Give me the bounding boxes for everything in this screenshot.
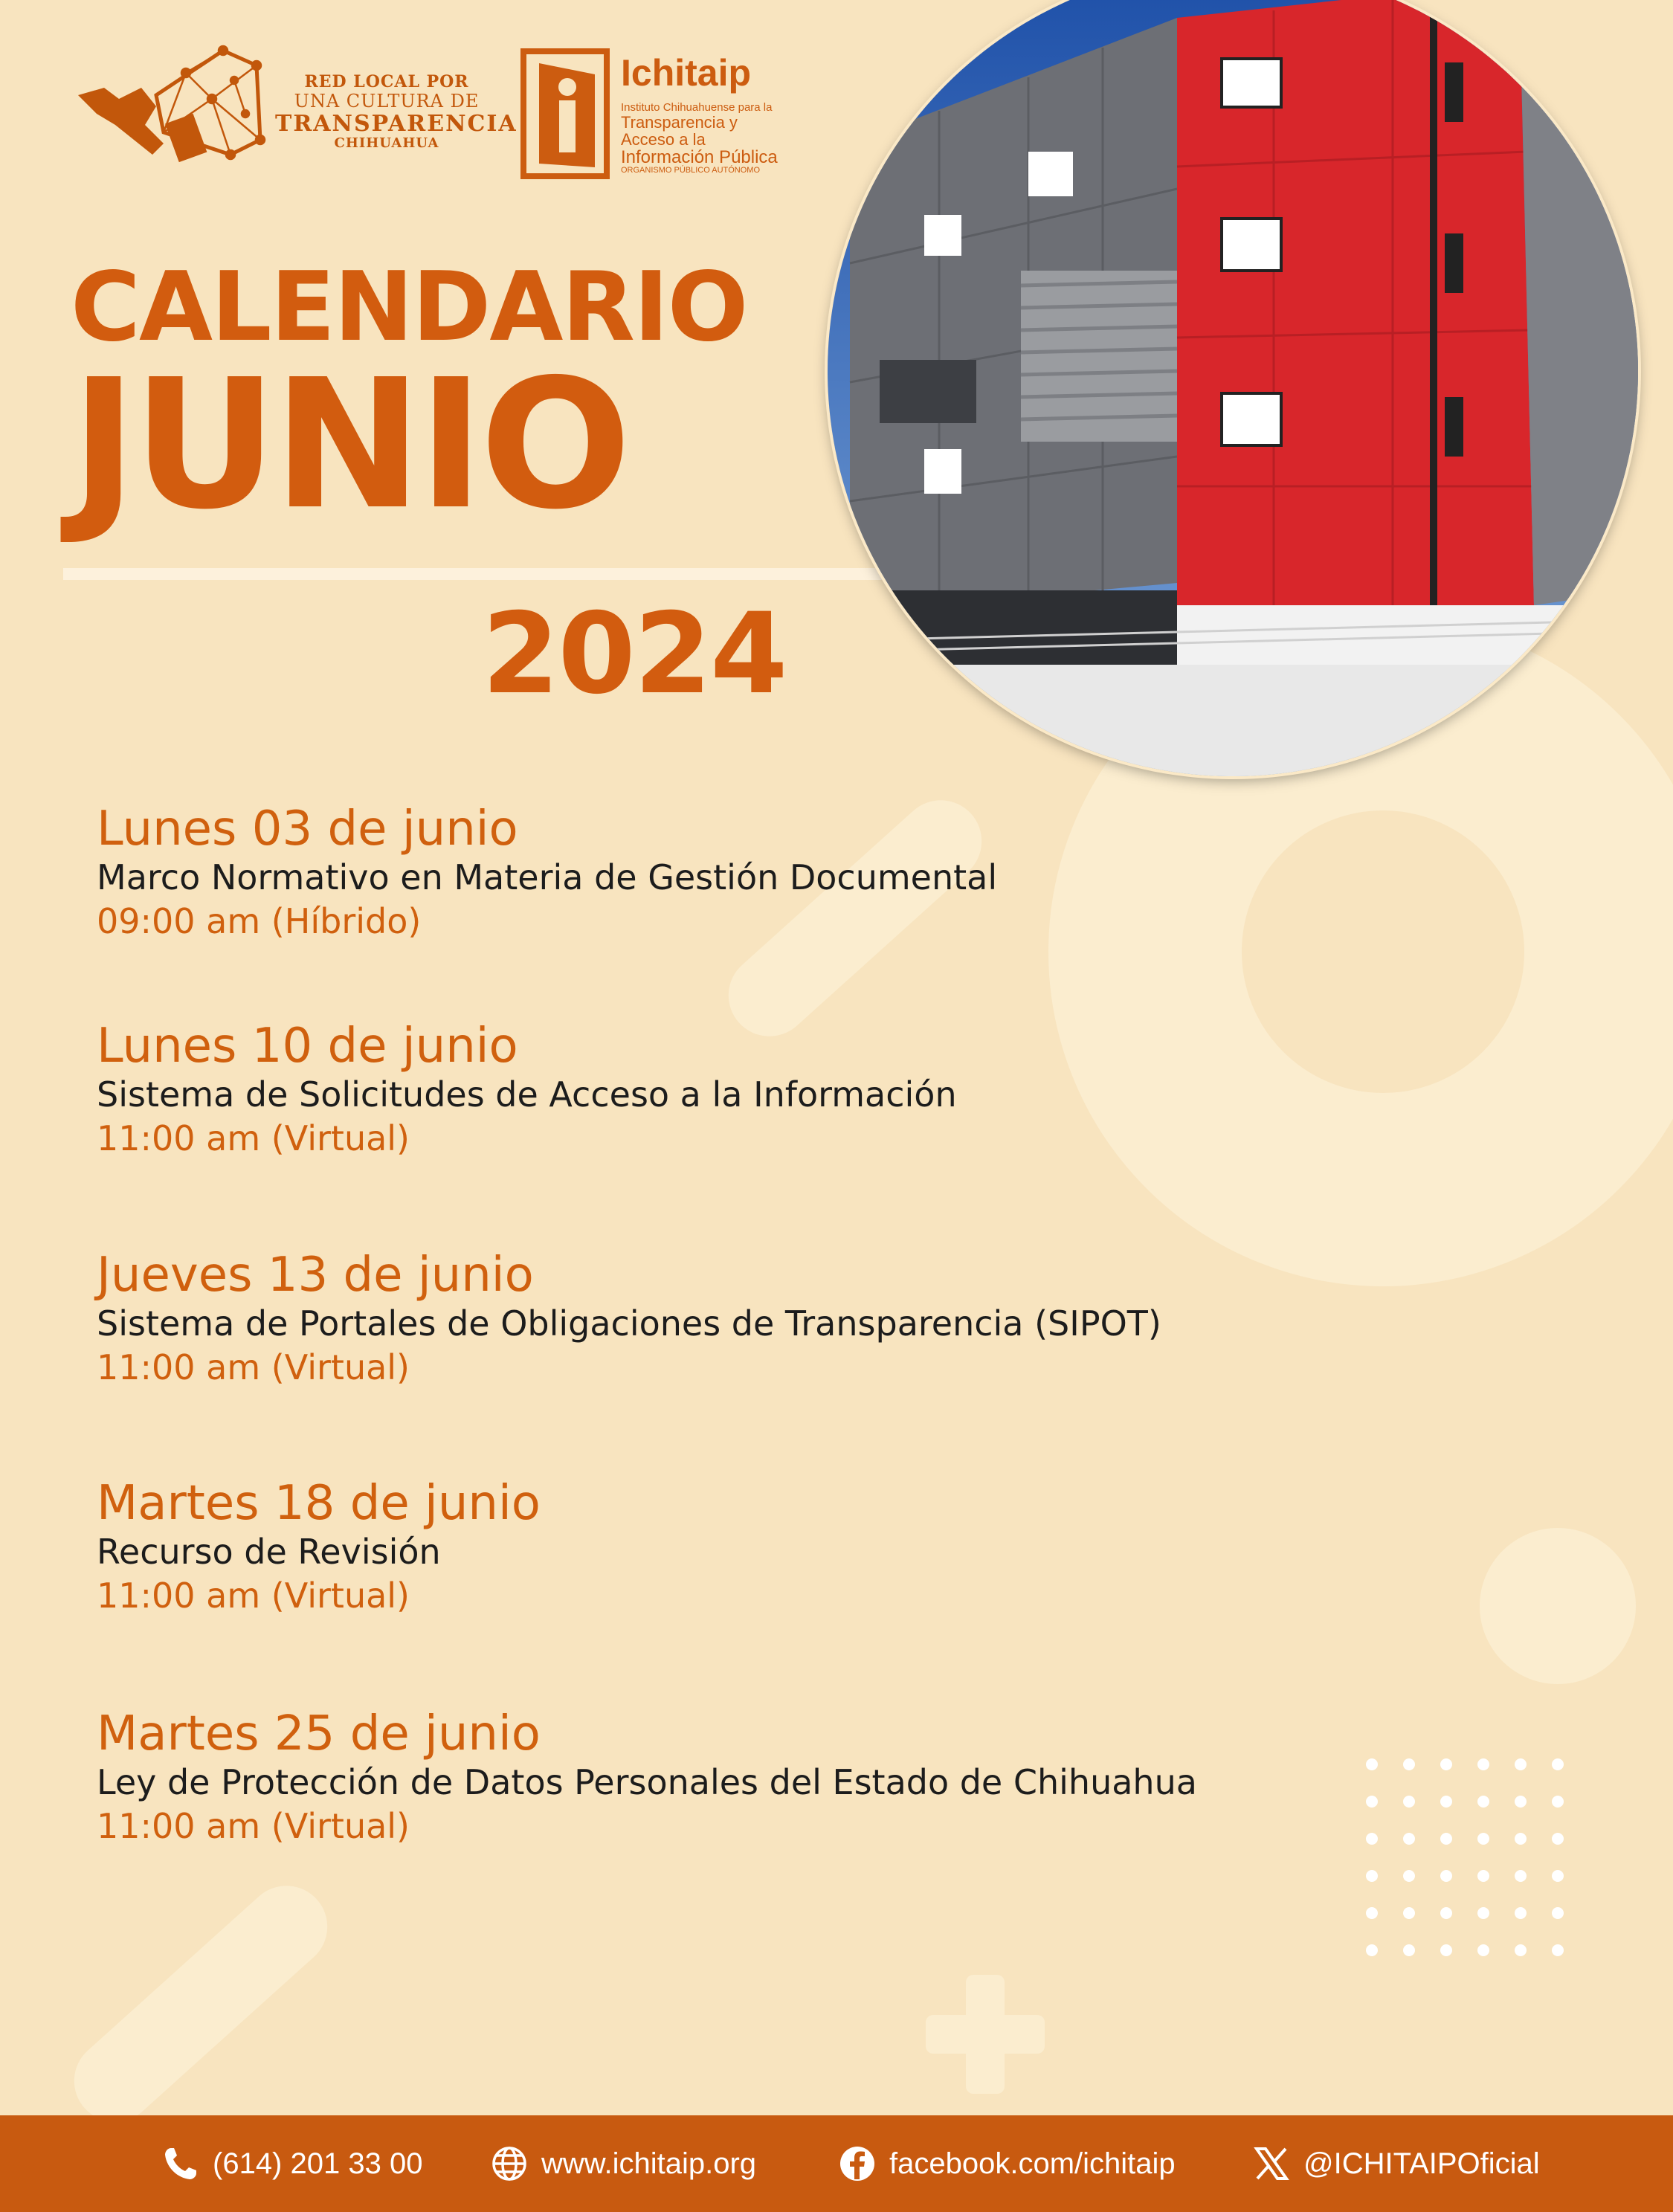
event-item <box>97 803 997 944</box>
decorative-dot-grid <box>1353 1746 1576 1969</box>
footer-bar <box>0 2115 1673 2212</box>
ichitaip-sub1: Instituto Chihuahuense para la <box>621 101 773 114</box>
ichitaip-sub2: Transparencia y <box>621 112 738 132</box>
ichitaip-sub4: Información Pública <box>621 146 778 167</box>
event-date: Lunes 03 de junio <box>97 802 518 857</box>
title-calendario: CALENDARIO <box>71 252 747 363</box>
event-title: Marco Normativo en Materia de Gestión Documental <box>97 857 998 898</box>
event-date: Jueves 13 de junio <box>97 1248 534 1303</box>
event-time: 09:00 am (Híbrido) <box>97 900 422 941</box>
x-icon <box>1253 2145 1290 2182</box>
event-date: Martes 18 de junio <box>97 1476 541 1531</box>
event-item <box>97 1249 1161 1390</box>
globe-icon <box>491 2145 528 2182</box>
megaphone-map-icon <box>74 43 275 177</box>
decorative-plus <box>966 1975 1005 2094</box>
event-title: Recurso de Revisión <box>97 1532 441 1573</box>
footer-website[interactable] <box>491 2115 756 2212</box>
red-local-logo <box>74 43 518 177</box>
footer-facebook-text: facebook.com/ichitaip <box>889 2147 1176 2180</box>
title-divider <box>63 568 933 580</box>
door-i-icon <box>520 48 613 182</box>
event-time: 11:00 am (Virtual) <box>97 1118 410 1158</box>
footer-phone[interactable] <box>162 2115 422 2212</box>
building-photo <box>828 0 1638 776</box>
footer-x-text: @ICHITAIPOficial <box>1303 2147 1540 2180</box>
ichitaip-sub5: ORGANISMO PÚBLICO AUTÓNOMO <box>621 166 761 175</box>
footer-facebook[interactable] <box>839 2115 1176 2212</box>
footer-website-text: www.ichitaip.org <box>541 2147 757 2180</box>
red-local-line1: RED LOCAL POR <box>304 72 469 91</box>
footer-x[interactable] <box>1253 2115 1540 2212</box>
event-title: Sistema de Solicitudes de Acceso a la Información <box>97 1074 957 1115</box>
red-local-line3: TRANSPARENCIA <box>275 110 518 137</box>
event-item <box>97 1708 1197 1849</box>
footer-phone-text: (614) 201 33 00 <box>213 2147 423 2180</box>
red-local-line4: CHIHUAHUA <box>334 135 439 152</box>
decorative-pill <box>57 1869 344 2139</box>
event-item <box>97 1477 541 1619</box>
phone-icon <box>162 2145 199 2182</box>
red-local-line2: UNA CULTURA DE <box>294 90 480 112</box>
event-time: 11:00 am (Virtual) <box>97 1805 410 1846</box>
event-title: Ley de Protección de Datos Personales del Estado de Chihuahua <box>97 1762 1197 1803</box>
decorative-circle <box>1480 1528 1636 1684</box>
event-time: 11:00 am (Virtual) <box>97 1575 410 1616</box>
event-date: Martes 25 de junio <box>97 1706 541 1761</box>
event-date: Lunes 10 de junio <box>97 1019 518 1074</box>
ichitaip-sub3: Acceso a la <box>621 129 706 149</box>
ichitaip-logo <box>520 48 825 190</box>
event-title: Sistema de Portales de Obligaciones de Transparencia (SIPOT) <box>97 1303 1161 1344</box>
event-time: 11:00 am (Virtual) <box>97 1347 410 1387</box>
title-month: JUNIO <box>71 341 628 549</box>
title-year: 2024 <box>482 590 787 719</box>
facebook-icon <box>839 2145 876 2182</box>
event-item <box>97 1020 957 1161</box>
ichitaip-name: Ichitaip <box>621 52 752 94</box>
